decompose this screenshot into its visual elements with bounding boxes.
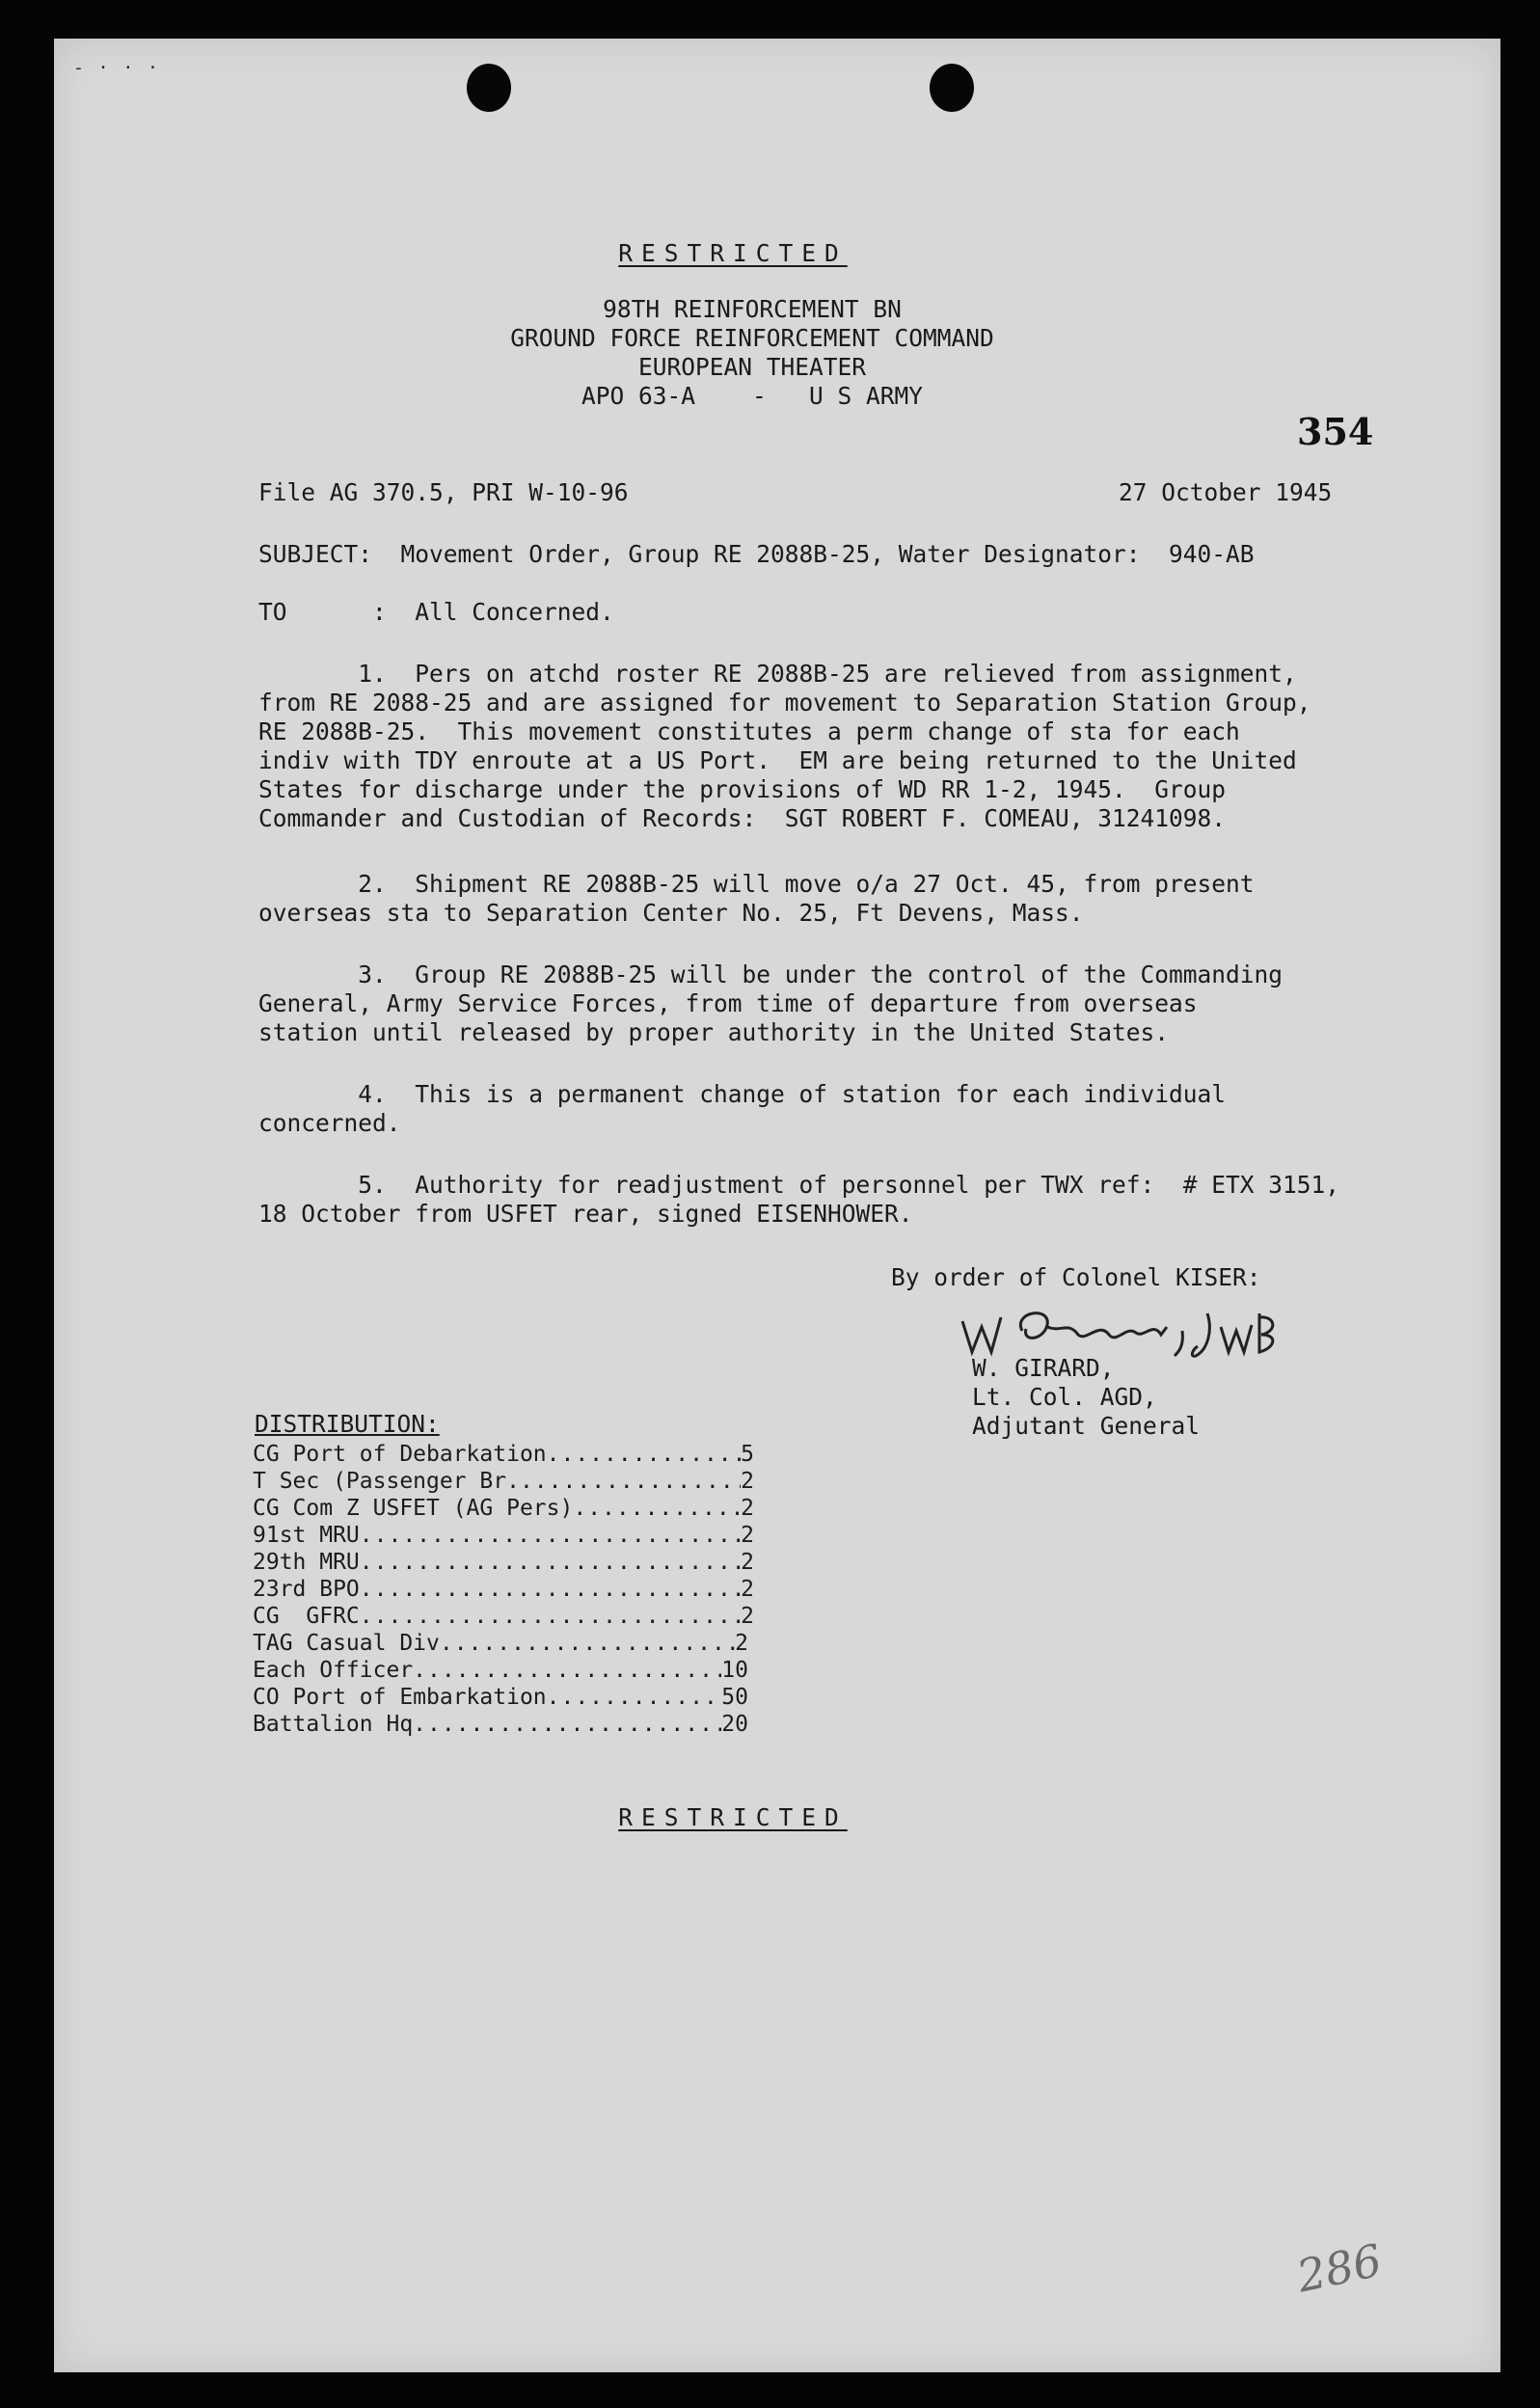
distribution-recipient: CG Port of Debarkation xyxy=(253,1442,547,1467)
list-item xyxy=(253,1603,754,1630)
distribution-count: 2 xyxy=(741,1604,754,1629)
paragraph-1: 1. Pers on atchd roster RE 2088B-25 are relieved from assignment, from RE 2088-25 and are assigned for movement to Separation Station Group, RE 2088B-25. This movement constitutes a perm change of sta for each indiv with TDY enroute at a US Port. EM are being returned to the United States for discharge under the provisions of WD RR 1-2, 1945. Group Commander and Custodian of Records: SGT ROBERT F. COMEAU, 31241098. xyxy=(258,660,1311,832)
distribution-list xyxy=(253,1441,754,1738)
punch-hole xyxy=(930,64,974,112)
leader-dots xyxy=(360,1549,741,1576)
signer-rank: Lt. Col. AGD, xyxy=(972,1383,1157,1411)
distribution-count: 2 xyxy=(741,1523,754,1548)
by-order-line: By order of Colonel KISER: xyxy=(891,1263,1261,1291)
file-reference: File AG 370.5, PRI W-10-96 xyxy=(258,478,629,506)
leader-dots xyxy=(360,1603,741,1630)
memo-subject: SUBJECT: Movement Order, Group RE 2088B-25, Water Designator: 940-AB xyxy=(258,540,1255,568)
list-item xyxy=(253,1711,748,1738)
list-item xyxy=(253,1441,754,1468)
list-item xyxy=(253,1657,748,1684)
distribution-recipient: 91st MRU xyxy=(253,1523,360,1548)
leader-dots xyxy=(547,1684,722,1711)
leader-dots xyxy=(360,1576,741,1603)
punch-hole xyxy=(467,64,511,112)
distribution-recipient: T Sec (Passenger Br. xyxy=(253,1469,520,1494)
list-item xyxy=(253,1630,748,1657)
distribution-count: 2 xyxy=(735,1631,748,1656)
paragraph-4: 4. This is a permanent change of station for each individual concerned. xyxy=(258,1080,1227,1137)
leader-dots xyxy=(573,1495,741,1522)
signer-name: W. GIRARD, xyxy=(972,1354,1115,1382)
distribution-count: 2 xyxy=(741,1577,754,1602)
leader-dots xyxy=(413,1711,721,1738)
distribution-recipient: TAG Casual Div xyxy=(253,1631,440,1656)
distribution-recipient: Battalion Hq xyxy=(253,1712,414,1737)
list-item xyxy=(253,1684,748,1711)
distribution-count: 5 xyxy=(741,1442,754,1467)
leader-dots xyxy=(547,1441,742,1468)
distribution-count: 2 xyxy=(741,1469,754,1494)
list-item xyxy=(253,1549,754,1576)
distribution-recipient: 29th MRU xyxy=(253,1550,360,1575)
leader-dots xyxy=(520,1468,741,1495)
header-line-command: GROUND FORCE REINFORCEMENT COMMAND xyxy=(510,324,994,352)
distribution-recipient: CG GFRC xyxy=(253,1604,360,1629)
distribution-recipient: CG Com Z USFET (AG Pers) xyxy=(253,1496,574,1521)
distribution-count: 2 xyxy=(741,1550,754,1575)
memo-date: 27 October 1945 xyxy=(1119,478,1333,506)
distribution-count: 50 xyxy=(721,1685,748,1710)
list-item xyxy=(253,1468,754,1495)
header-line-theater: EUROPEAN THEATER xyxy=(637,353,866,381)
scan-specks: - · · · xyxy=(73,58,160,78)
distribution-count: 20 xyxy=(721,1712,748,1737)
classification-top: RESTRICTED xyxy=(618,239,848,267)
classification-bottom: RESTRICTED xyxy=(618,1803,848,1831)
distribution-count: 2 xyxy=(741,1496,754,1521)
header-line-unit: 98TH REINFORCEMENT BN xyxy=(603,295,902,323)
paragraph-3: 3. Group RE 2088B-25 will be under the control of the Commanding General, Army Service Forces, from time of departure from overseas station until released by proper authority in the United States. xyxy=(258,960,1283,1046)
distribution-recipient: CO Port of Embarkation xyxy=(253,1685,547,1710)
paragraph-2: 2. Shipment RE 2088B-25 will move o/a 27 Oct. 45, from present overseas sta to Separation Center No. 25, Ft Devens, Mass. xyxy=(258,870,1255,927)
distribution-recipient: Each Officer xyxy=(253,1658,414,1683)
header-line-apo: APO 63-A - U S ARMY xyxy=(581,382,923,410)
signer-title: Adjutant General xyxy=(972,1412,1201,1440)
leader-dots xyxy=(360,1522,741,1549)
list-item xyxy=(253,1522,754,1549)
paragraph-5: 5. Authority for readjustment of personnel per TWX ref: # ETX 3151, 18 October from USFET rear, signed EISENHOWER. xyxy=(258,1171,1340,1228)
handwritten-page-number: 286 xyxy=(1292,2233,1387,2303)
list-item xyxy=(253,1495,754,1522)
page-number: 354 xyxy=(1297,410,1374,453)
distribution-heading: DISTRIBUTION: xyxy=(255,1410,440,1438)
list-item xyxy=(253,1576,754,1603)
leader-dots xyxy=(413,1657,721,1684)
memo-to: TO : All Concerned. xyxy=(258,598,614,626)
distribution-count: 10 xyxy=(721,1658,748,1683)
leader-dots xyxy=(440,1630,735,1657)
distribution-recipient: 23rd BPO xyxy=(253,1577,360,1602)
